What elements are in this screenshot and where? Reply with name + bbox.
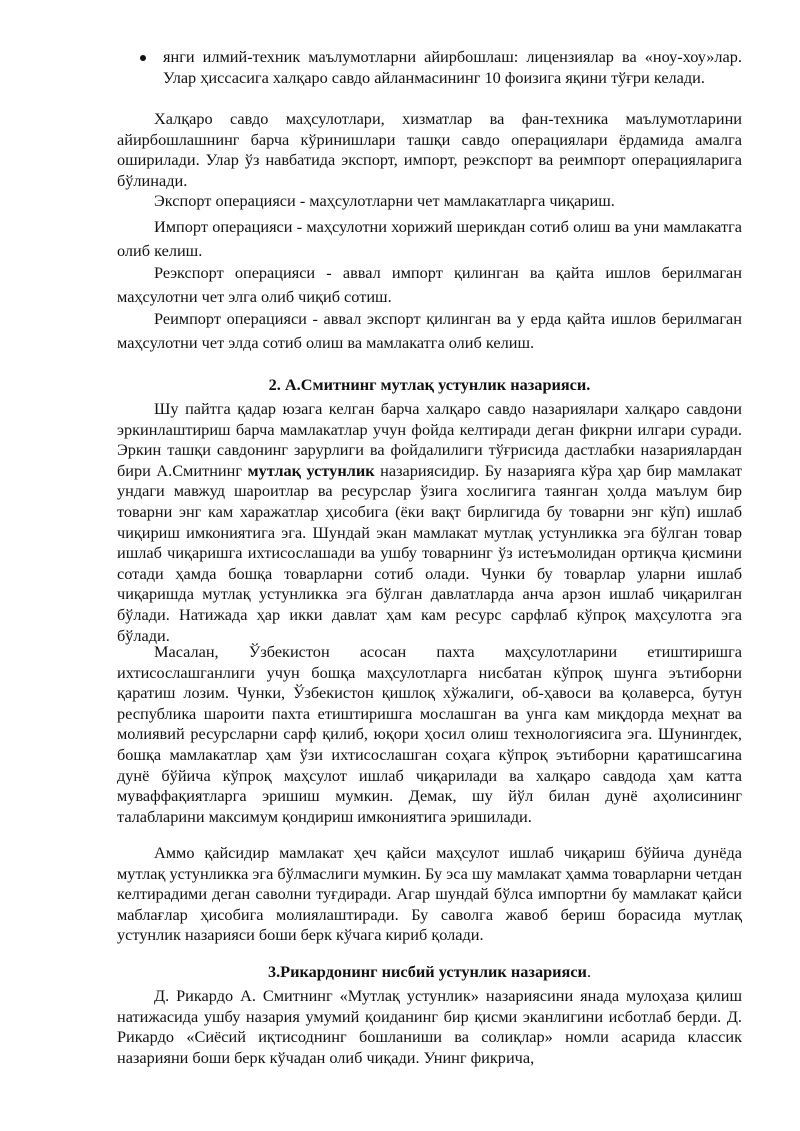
paragraph-reimport: Реимпорт операцияси - аввал экспорт қилинган ва у ерда қайта ишлов берилмаган маҳсулотни чет элда сотиб олиш ва мамлакатга олиб келиш. (117, 309, 742, 352)
section-heading-smith: 2. А.Смитнинг мутлақ устунлик назарияси. (268, 375, 591, 394)
paragraph-limitations: Аммо қайсидир мамлакат ҳеч қайси маҳсулот ишлаб чиқариш бўйича дунёда мутлақ устунликка эга бўлмаслиги мумкин. Бу эса шу мамлакат ҳамма товарларни четдан келтирадими деган саволни туғдиради. Агар шундай бўлса импортни бу мамлакат қайси маблағлар ҳисобига молиялаштиради. Бу саволга жавоб бериш борасида мутлақ устунлик назарияси боши берк кўчага кириб қолади. (117, 843, 742, 945)
paragraph-ricardo: Д. Рикардо А. Смитнинг «Мутлақ устунлик» назариясини янада мулоҳаза қилиш натижасида ушбу назария умумий қоиданинг бир қисми эканлигини исботлаб берди. Д. Рикардо «Сиёсий иқтисоднинг бошланиши ва солиқлар» номли асарида классик назарияни боши берк кўчадан олиб чиқади. Унинг фикрича, (117, 986, 742, 1067)
paragraph-import: Импорт операцияси - маҳсулотни хорижий шерикдан сотиб олиш ва уни мамлакатга олиб келиш. (117, 217, 742, 260)
paragraph-uzbekistan-example: Масалан, Ўзбекистон асосан пахта маҳсулотларини етиштиришга ихтисослашганлиги учун бошқа маҳсулотларга нисбатан кўпроқ шунга эътиборни қаратиш лозим. Чунки, Ўзбекистон қишлоқ хўжалиги, об-ҳавоси ва қолаверса, бутун республика шароити пахта етиштиришга мослашган ва унга кам миқдорда меҳнат ва молиявий ресурсларни сарф қилиб, юқори ҳосил олиш технологиясига эга. Шунингдек, бошқа мамлакатлар ҳам ўзи ихтисослашган соҳага кўпроқ эътиборни қаратишсагина дунё бўйича кўпроқ маҳсулот ишлаб чиқарилади ва халқаро савдода ҳам катта муваффақиятларга эришиш мумкин. Демак, шу йўл билан дунё аҳолисининг талабларини максимум қондириш имкониятига эришилади. (117, 642, 742, 826)
paragraph-trade-operations: Халқаро савдо маҳсулотлари, хизматлар ва фан-техника маълумотларини айирбошлашнинг барча кўринишлари ташқи савдо операциялари ёрдамида амалга оширилади. Улар ўз навбатида экспорт, импорт, реэкспорт ва реимпорт операцияларига бўлинади. (117, 109, 742, 190)
heading-text: 3.Рикардонинг нисбий устунлик назарияси (267, 962, 587, 981)
heading-period: . (586, 962, 592, 981)
bullet-text: янги илмий-техник маълумотларни айирбошлаш: лицензиялар ва «ноу-хоу»лар. Улар ҳиссасига халқаро савдо айланмасининг 10 фоизига яқини тўғри келади. (163, 47, 742, 87)
paragraph-text-start: Шу пайтга қадар юзага келган барча халқаро савдо назариялари халқаро савдони эркинлаштириш барча мамлакатлар учун фойда келтиради деган фикрни илгари суради. Эркин ташқи савдонинг зарурлиги ва фойдалилиги тўғрисида дастлабки назариялардан бири А.Смитнинг (117, 399, 742, 480)
bullet-dot-icon (140, 55, 146, 61)
paragraph-absolute-advantage (117, 399, 742, 646)
paragraph-reexport: Реэкспорт операцияси - аввал импорт қилинган ва қайта ишлов берилмаган маҳсулотни чет элга олиб чиқиб сотиш. (117, 263, 742, 306)
paragraph-export: Экспорт операцияси - маҳсулотларни чет мамлакатларга чиқариш. (154, 191, 615, 210)
section-heading-ricardo (117, 962, 742, 983)
paragraph-text-end: назариясидир. Бу назарияга кўра ҳар бир мамлакат ундаги мавжуд шароитлар ва ресурслар ўзига хослигига таянган ҳолда маълум бир товарни энг кам харажатлар ҳисобига (ёки вақт бирлигида бу товарни энг кўп) ишлаб чиқириш имкониятига эга. Шундай экан мамлакат мутлақ устунликка эга бўлган товар ишлаб чиқаришга ихтисослашади ва ушбу товарнинг ўз истеъмолидан ортиқча қисмини сотади ҳамда бошқа товарларни сотиб олади. Чунки бу товарлар уларни ишлаб чиқаришда мутлақ устунликка эга бўлган давлатларда анча арзон ишлаб чиқарилган бўлади. Натижада ҳар икки давлат ҳам кам ресурс сарфлаб кўпроқ маҳсулотга эга бўлади. (117, 460, 742, 645)
bold-term: мутлақ устунлик (247, 460, 375, 480)
